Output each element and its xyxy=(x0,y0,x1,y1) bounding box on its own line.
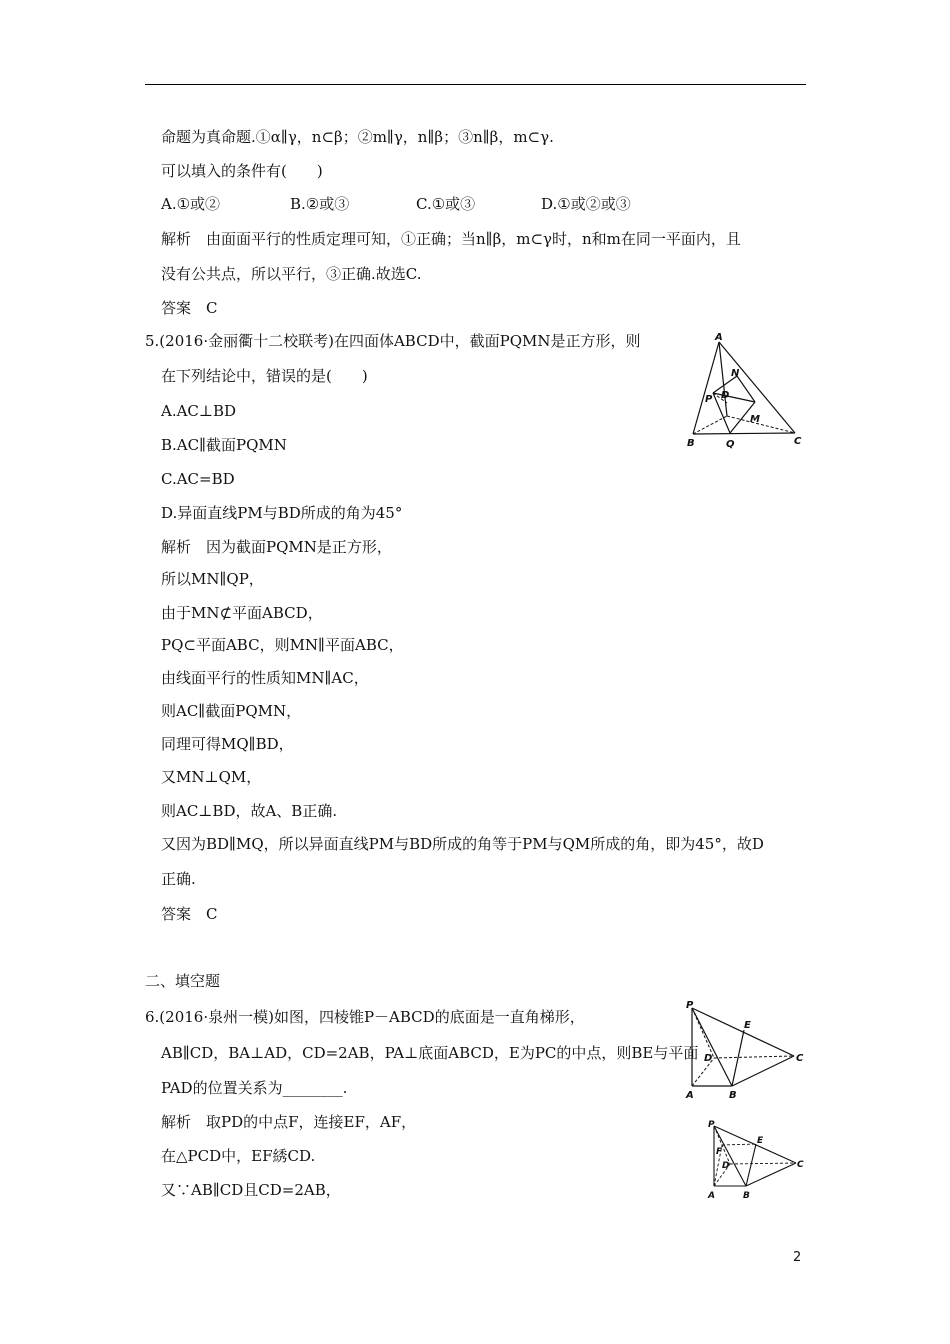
q6-stem-line-1: 6.(2016·泉州一模)如图，四棱锥P－ABCD的底面是一直角梯形， xyxy=(145,1008,585,1026)
header-rule xyxy=(145,84,806,85)
q5-option-c: C.AC=BD xyxy=(161,470,235,488)
fig-label: C xyxy=(796,1053,804,1064)
fig-label: B xyxy=(743,1191,750,1201)
q4-analysis-line-2: 没有公共点，所以平行，③正确.故选C. xyxy=(161,265,422,283)
fig-label: C xyxy=(794,436,802,447)
q5-stem-line-2: 在下列结论中，错误的是( ) xyxy=(161,367,368,385)
fig-label: Q xyxy=(726,439,735,450)
q5-analysis-line: 由于MN⊄平面ABCD， xyxy=(161,604,323,622)
q6-auxiliary-figure xyxy=(700,1118,808,1202)
q6-analysis-line: 解析 取PD的中点F，连接EF，AF， xyxy=(161,1113,417,1131)
q6-stem-line-2: AB∥CD，BA⊥AD，CD=2AB，PA⊥底面ABCD，E为PC的中点，则BE与平面 xyxy=(161,1044,699,1062)
q6-analysis-line: 在△PCD中，EF綉CD. xyxy=(161,1147,316,1165)
fig-label: D xyxy=(721,390,730,401)
fig-label: A xyxy=(686,1090,694,1101)
q5-analysis-line: 则AC⊥BD，故A、B正确. xyxy=(161,802,338,820)
fig-label: A xyxy=(715,332,723,343)
fig-label: B xyxy=(687,438,695,449)
fig-label: E xyxy=(744,1020,751,1031)
q5-stem-line-1: 5.(2016·金丽衢十二校联考)在四面体ABCD中，截面PQMN是正方形，则 xyxy=(145,332,641,350)
fig-label: D xyxy=(704,1053,713,1064)
fig-label: A xyxy=(708,1191,715,1201)
fig-label: C xyxy=(797,1160,804,1170)
q6-stem-line-3: PAD的位置关系为________. xyxy=(161,1079,348,1097)
fig-label: D xyxy=(722,1161,730,1171)
q5-analysis-line: 又因为BD∥MQ，所以异面直线PM与BD所成的角等于PM与QM所成的角，即为45°，故D xyxy=(161,835,764,853)
q4-option-a: A.①或② xyxy=(161,195,221,213)
fig-label: F xyxy=(716,1147,723,1157)
fig-label: M xyxy=(750,414,760,425)
q6-analysis-line: 又∵AB∥CD且CD=2AB， xyxy=(161,1181,341,1199)
q5-analysis-line: 所以MN∥QP， xyxy=(161,570,264,588)
q5-option-d: D.异面直线PM与BD所成的角为45° xyxy=(161,504,403,522)
q4-lead: 命题为真命题.①α∥γ，n⊂β；②m∥γ，n∥β；③n∥β，m⊂γ. xyxy=(161,128,554,146)
fig-label: N xyxy=(731,368,740,379)
q4-answer: 答案 C xyxy=(161,299,218,317)
section-title: 二、填空题 xyxy=(145,972,221,990)
q5-analysis-line: 则AC∥截面PQMN， xyxy=(161,702,302,720)
q5-option-b: B.AC∥截面PQMN xyxy=(161,436,287,454)
q5-analysis-line: 解析 因为截面PQMN是正方形， xyxy=(161,538,392,556)
q4-option-d: D.①或②或③ xyxy=(541,195,631,213)
q4-option-b: B.②或③ xyxy=(290,195,350,213)
q5-analysis-line: 同理可得MQ∥BD， xyxy=(161,735,294,753)
fig-label: B xyxy=(729,1090,737,1101)
page-number: 2 xyxy=(793,1250,802,1265)
fig-label: P xyxy=(705,394,713,405)
fig-label: P xyxy=(686,1000,694,1011)
q5-tetrahedron-figure xyxy=(683,330,808,452)
fig-label: P xyxy=(708,1120,715,1130)
q4-analysis-line-1: 解析 由面面平行的性质定理可知，①正确；当n∥β，m⊂γ时，n和m在同一平面内，且 xyxy=(161,230,741,248)
fig-label: E xyxy=(757,1136,764,1146)
q5-analysis-line: 由线面平行的性质知MN∥AC， xyxy=(161,669,369,687)
q5-analysis-line: PQ⊂平面ABC，则MN∥平面ABC， xyxy=(161,636,404,654)
q4-prompt: 可以填入的条件有( ) xyxy=(161,162,323,180)
q6-pyramid-figure xyxy=(680,998,808,1102)
q5-answer: 答案 C xyxy=(161,905,218,923)
q4-option-c: C.①或③ xyxy=(416,195,476,213)
q5-option-a: A.AC⊥BD xyxy=(161,402,237,420)
q5-analysis-line: 正确. xyxy=(161,870,196,888)
q5-analysis-line: 又MN⊥QM， xyxy=(161,768,262,786)
